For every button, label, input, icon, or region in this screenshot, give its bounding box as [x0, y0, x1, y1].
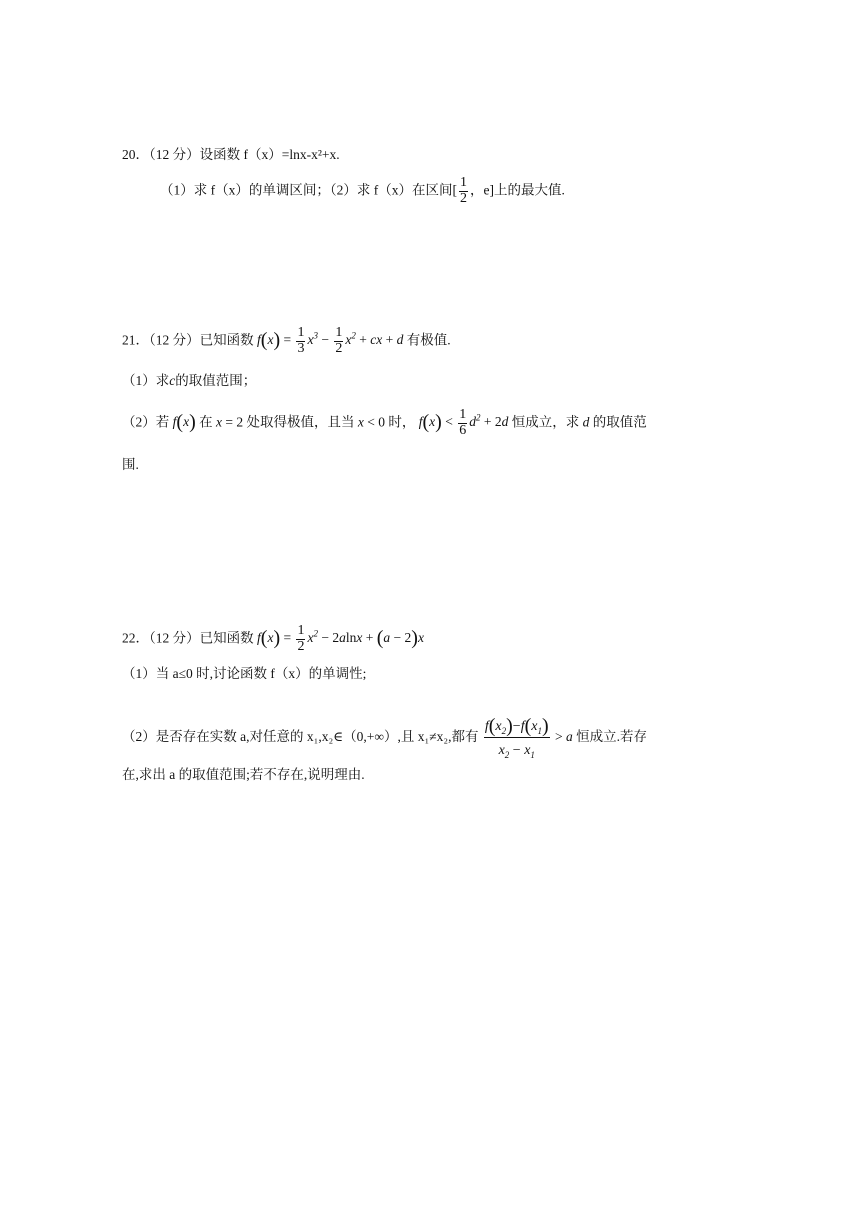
q22-part1: （1）当 a≤0 时,讨论函数 f（x）的单调性;	[122, 666, 367, 681]
q20-parts: （1）求 f（x）的单调区间；（2）求 f（x）在区间[ $\frac{1}{2}$ ，e]上的最大值.	[160, 175, 565, 206]
formula-q21-ineq: f(x) < $\frac{1}{6}$ $d^2 + 2d$	[418, 407, 512, 438]
q22-part2-wrap: 在,求出 a 的取值范围;若不存在,说明理由.	[122, 767, 365, 782]
formula-q21: f(x) = $\frac{1}{3}$ $x^3$ − $\frac{1}{2}$ $x^2$ + cx + d	[257, 325, 407, 356]
q21-part2: （2）若 f(x) 在 x = 2 处取得极值，且当 x < 0 时， f(x) < $\frac{1}{6}$ $d^2 + 2d$ 恒成立，求 d 的取值范	[122, 407, 647, 438]
q21-part1: （1）求c的取值范围；	[122, 373, 257, 388]
formula-q22-diff-quotient: $\frac{f(x_2)-f(x_1)}{x_2 - x_1}$ > a	[484, 715, 577, 760]
q22-header: 22．（12 分）已知函数 f(x) = $\frac{1}{2}$ $x^2 - 2alnx + (a - 2)x$	[122, 623, 424, 654]
q21-header: 21．（12 分）已知函数 f(x) = $\frac{1}{3}$ $x^3$ − $\frac{1}{2}$ $x^2$ + cx + d 有极值.	[122, 325, 451, 356]
q20-header: 20．（12 分）设函数 f（x）=lnx-x²+x.	[122, 147, 340, 162]
formula-q22: f(x) = $\frac{1}{2}$ $x^2 - 2alnx + (a - 2)x$	[257, 623, 424, 654]
q22-part2: （2）是否存在实数 a,对任意的 x₁,x₂∈（0,+∞）,且 x₁≠x₂,都有 $\frac{f(x_2)-f(x_1)}{x_2 - x_1}$ > a 恒成立.若存	[122, 715, 648, 760]
fraction-half: $\frac{1}{2}$	[460, 175, 467, 206]
q21-part2-wrap: 围.	[122, 457, 139, 472]
